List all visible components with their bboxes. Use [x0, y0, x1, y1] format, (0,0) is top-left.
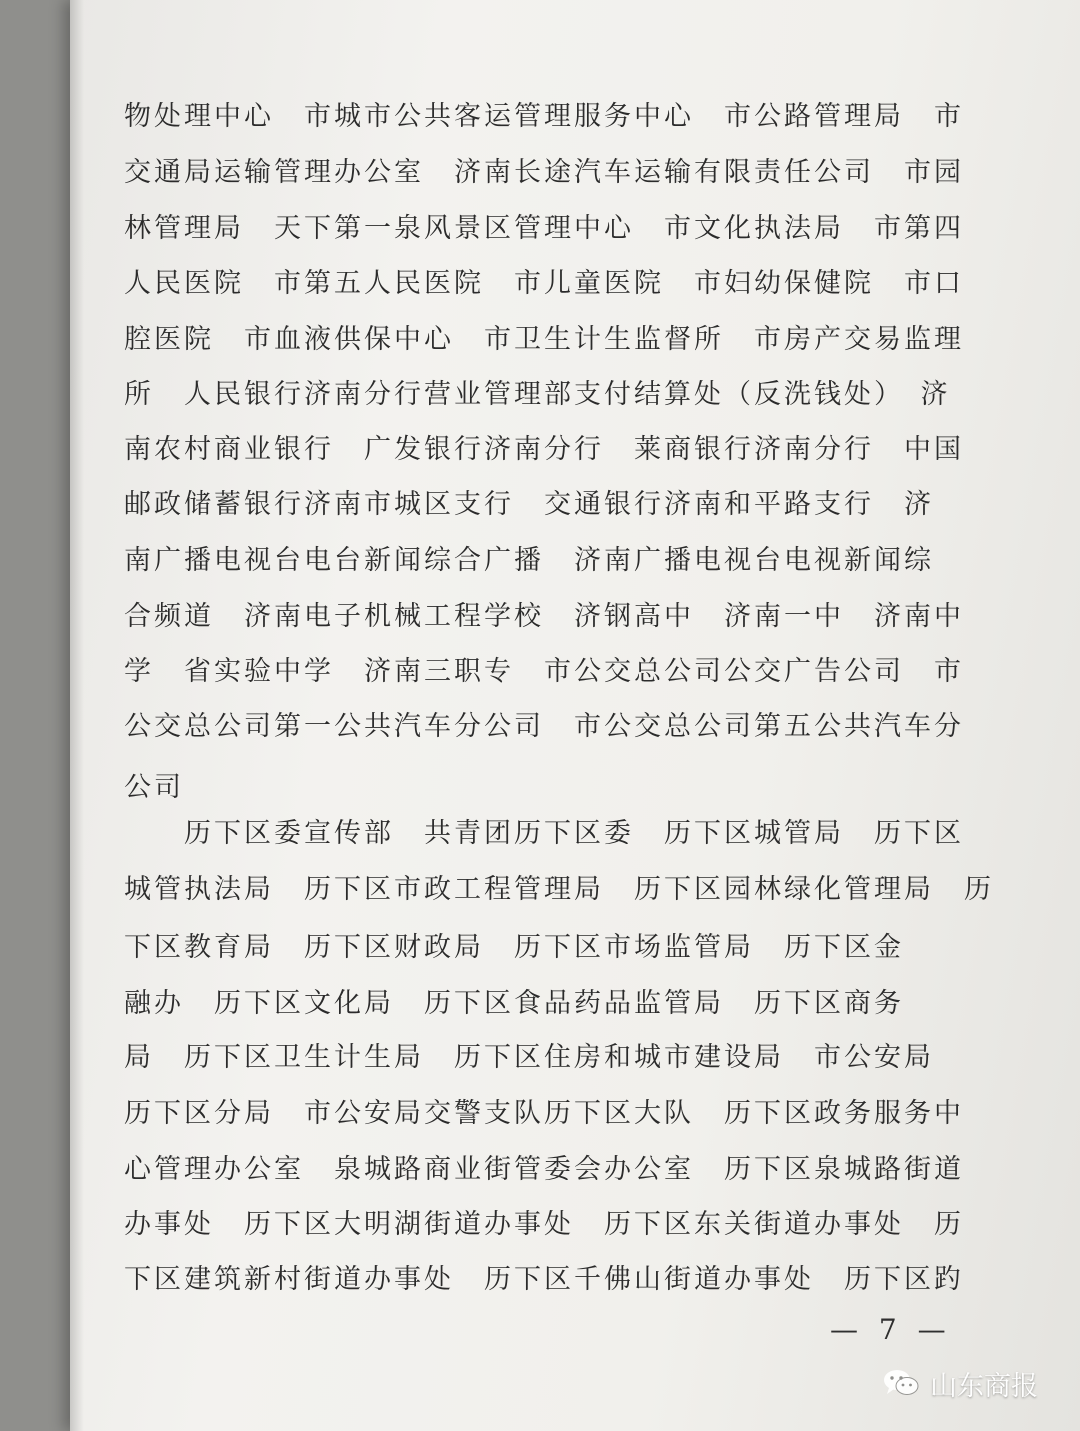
text-line-1: 物处理中心 市城市公共客运管理服务中心 市公路管理局 市	[124, 101, 964, 132]
text-line-6: 所 人民银行济南分行营业管理部支付结算处（反洗钱处） 济	[124, 379, 951, 410]
text-line-20: 心管理办公室 泉城路商业街管委会办公室 历下区泉城路街道	[124, 1154, 964, 1185]
text-line-12: 公交总公司第一公共汽车分公司 市公交总公司第五公共汽车分	[124, 711, 964, 742]
text-line-19: 历下区分局 市公安局交警支队历下区大队 历下区政务服务中	[124, 1098, 964, 1129]
text-line-7: 南农村商业银行 广发银行济南分行 莱商银行济南分行 中国	[124, 434, 964, 465]
source-watermark	[882, 1365, 1038, 1401]
text-line-10: 合频道 济南电子机械工程学校 济钢高中 济南一中 济南中	[124, 601, 964, 632]
wechat-icon	[882, 1368, 920, 1398]
text-line-17: 融办 历下区文化局 历下区食品药品监管局 历下区商务	[124, 988, 904, 1019]
text-line-9: 南广播电视台电台新闻综合广播 济南广播电视台电视新闻综	[124, 545, 934, 576]
page-shadow-edge	[70, 0, 84, 1431]
text-line-13: 公司	[124, 772, 184, 803]
text-line-3: 林管理局 天下第一泉风景区管理中心 市文化执法局 市第四	[124, 213, 964, 244]
text-line-14: 历下区委宣传部 共青团历下区委 历下区城管局 历下区	[124, 818, 964, 849]
text-line-15: 城管执法局 历下区市政工程管理局 历下区园林绿化管理局 历	[124, 874, 994, 905]
text-line-11: 学 省实验中学 济南三职专 市公交总公司公交广告公司 市	[124, 656, 964, 687]
text-line-8: 邮政储蓄银行济南市城区支行 交通银行济南和平路支行 济	[124, 489, 934, 520]
text-line-4: 人民医院 市第五人民医院 市儿童医院 市妇幼保健院 市口	[124, 268, 964, 299]
text-line-5: 腔医院 市血液供保中心 市卫生计生监督所 市房产交易监理	[124, 324, 964, 355]
text-line-18: 局 历下区卫生计生局 历下区住房和城市建设局 市公安局	[124, 1042, 934, 1073]
text-line-16: 下区教育局 历下区财政局 历下区市场监管局 历下区金	[124, 932, 904, 963]
text-line-21: 办事处 历下区大明湖街道办事处 历下区东关街道办事处 历	[124, 1209, 964, 1240]
document-page	[70, 0, 1080, 1431]
text-line-22: 下区建筑新村街道办事处 历下区千佛山街道办事处 历下区趵	[124, 1264, 964, 1295]
text-line-2: 交通局运输管理办公室 济南长途汽车运输有限责任公司 市园	[124, 157, 964, 188]
watermark-text: 山东商报	[930, 1370, 1038, 1401]
page-number: — 7 —	[830, 1313, 952, 1346]
